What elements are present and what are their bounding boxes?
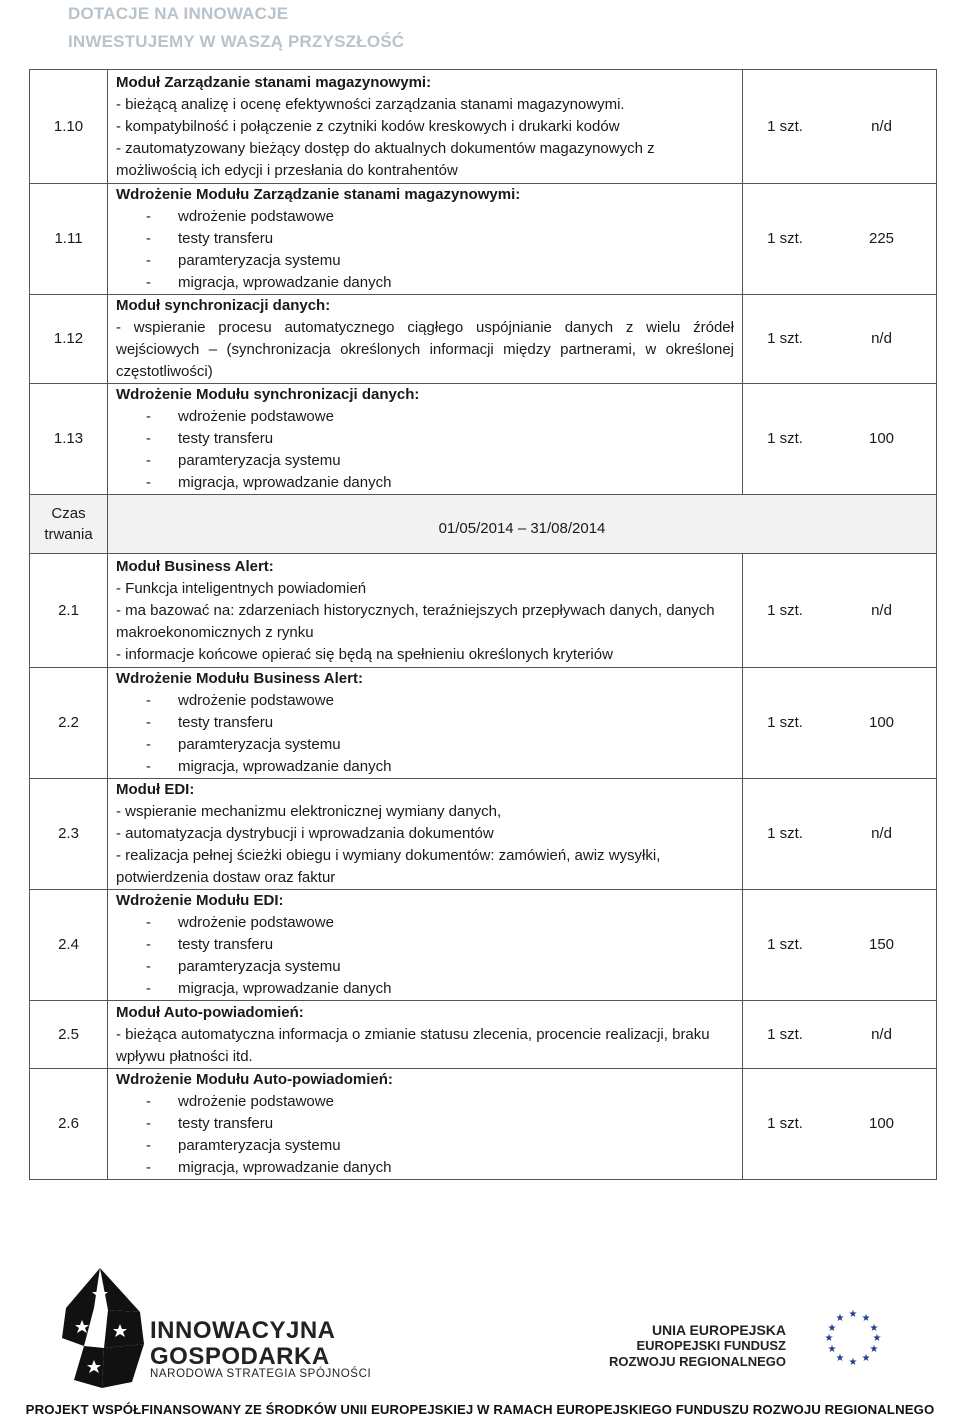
row-quantity: 1 szt. xyxy=(743,554,828,668)
row-price: 100 xyxy=(827,668,937,779)
svg-text:★: ★ xyxy=(835,1313,845,1324)
step-item: - paramteryzacja systemu xyxy=(146,252,341,269)
row-description xyxy=(108,779,743,890)
row-number: 1.10 xyxy=(30,70,108,184)
svg-text:★: ★ xyxy=(835,1353,845,1364)
svg-text:★: ★ xyxy=(869,1344,879,1355)
duration-value: 01/05/2014 – 31/08/2014 xyxy=(108,495,937,554)
table-row xyxy=(30,668,937,779)
row-description xyxy=(108,184,743,295)
row-title: Wdrożenie Modułu synchronizacji danych: xyxy=(116,386,420,403)
row-number: 2.2 xyxy=(30,668,108,779)
step-item: - migracja, wprowadzanie danych xyxy=(146,758,392,775)
row-quantity: 1 szt. xyxy=(743,668,828,779)
row-description xyxy=(108,1001,743,1069)
row-price: n/d xyxy=(827,295,937,384)
row-description xyxy=(108,384,743,495)
row-quantity: 1 szt. xyxy=(743,779,828,890)
step-item: - migracja, wprowadzanie danych xyxy=(146,1159,392,1176)
logo-text: UNIA EUROPEJSKA xyxy=(651,1322,786,1338)
row-title: Wdrożenie Modułu Zarządzanie stanami magazynowymi: xyxy=(116,186,521,203)
logo-subtitle: NARODOWA STRATEGIA SPÓJNOŚCI xyxy=(150,1368,372,1380)
svg-text:★: ★ xyxy=(824,1333,834,1344)
table-row xyxy=(30,890,937,1001)
header-line-1: DOTACJE NA INNOWACJE xyxy=(68,4,289,23)
svg-text:★: ★ xyxy=(861,1353,871,1364)
row-quantity: 1 szt. xyxy=(743,295,828,384)
row-title: Wdrożenie Modułu Business Alert: xyxy=(116,670,363,687)
row-title: Moduł Auto-powiadomień: xyxy=(116,1003,304,1021)
row-description xyxy=(108,890,743,1001)
svg-text:★: ★ xyxy=(872,1333,882,1344)
row-number: 1.13 xyxy=(30,384,108,495)
eu-flag-icon xyxy=(824,1308,882,1366)
row-price: 100 xyxy=(827,384,937,495)
table-row xyxy=(30,779,937,890)
step-item: - wdrożenie podstawowe xyxy=(146,914,334,931)
table-row xyxy=(30,384,937,495)
step-item: - paramteryzacja systemu xyxy=(146,736,341,753)
step-item: - testy transferu xyxy=(146,230,274,247)
row-line: - realizacja pełnej ścieżki obiegu i wymiany dokumentów: zamówień, awiz wysyłki, potwierdzenia dostaw oraz faktur xyxy=(116,847,661,886)
row-price: n/d xyxy=(827,1001,937,1069)
row-quantity: 1 szt. xyxy=(743,1001,828,1069)
eu-fund-wordmark xyxy=(600,1322,786,1370)
row-quantity: 1 szt. xyxy=(743,1069,828,1180)
row-line: - kompatybilność i połączenie z czytniki kodów kreskowych i drukarki kodów xyxy=(116,117,620,135)
step-item: - migracja, wprowadzanie danych xyxy=(146,474,392,491)
row-line: - ma bazować na: zdarzeniach historycznych, teraźniejszych przepływach danych, danych makroekonomicznych z rynku xyxy=(116,601,715,641)
row-line: - bieżącą analizę i ocenę efektywności zarządzania stanami magazynowymi. xyxy=(116,95,625,113)
row-description xyxy=(108,668,743,779)
row-title: Moduł EDI: xyxy=(116,781,195,798)
table-row xyxy=(30,295,937,384)
row-number: 2.3 xyxy=(30,779,108,890)
step-item: - migracja, wprowadzanie danych xyxy=(146,274,392,291)
svg-text:★: ★ xyxy=(848,1309,858,1320)
step-item: - paramteryzacja systemu xyxy=(146,452,341,469)
table-row xyxy=(30,1069,937,1180)
logo-text: GOSPODARKA xyxy=(150,1343,330,1370)
table-row xyxy=(30,184,937,295)
table-row xyxy=(30,70,937,184)
row-title: Moduł Business Alert: xyxy=(116,557,274,575)
step-item: - paramteryzacja systemu xyxy=(146,958,341,975)
row-line: - informacje końcowe opierać się będą na spełnieniu określonych kryteriów xyxy=(116,645,613,663)
step-item: - wdrożenie podstawowe xyxy=(146,208,334,225)
row-description xyxy=(108,1069,743,1180)
row-quantity: 1 szt. xyxy=(743,890,828,1001)
row-number: 2.5 xyxy=(30,1001,108,1069)
svg-text:★: ★ xyxy=(827,1323,837,1334)
row-title: Moduł Zarządzanie stanami magazynowymi: xyxy=(116,73,432,91)
row-description xyxy=(108,554,743,668)
step-item: - wdrożenie podstawowe xyxy=(146,1093,334,1110)
row-number: 1.12 xyxy=(30,295,108,384)
cofinancing-footer: PROJEKT WSPÓŁFINANSOWANY ZE ŚRODKÓW UNII EUROPEJSKIEJ W RAMACH EUROPEJSKIEGO FUNDUSZU ROZWOJU REGIONALNEGO xyxy=(25,1402,935,1417)
step-item: - testy transferu xyxy=(146,714,274,731)
table-row xyxy=(30,1001,937,1069)
duration-label: Czas trwania xyxy=(30,495,108,554)
header-line-2: INWESTUJEMY W WASZĄ PRZYSZŁOŚĆ xyxy=(68,32,405,51)
row-line: - wspieranie mechanizmu elektronicznej wymiany danych, xyxy=(116,803,502,820)
step-item: - testy transferu xyxy=(146,936,274,953)
row-title: Moduł synchronizacji danych: xyxy=(116,297,331,314)
row-description xyxy=(108,70,743,184)
specification-table xyxy=(29,69,937,1180)
svg-text:★: ★ xyxy=(869,1323,879,1334)
step-item: - paramteryzacja systemu xyxy=(146,1137,341,1154)
step-item: - wdrożenie podstawowe xyxy=(146,692,334,709)
row-price: 150 xyxy=(827,890,937,1001)
row-price: n/d xyxy=(827,554,937,668)
row-price: 100 xyxy=(827,1069,937,1180)
innovative-economy-logo xyxy=(60,1268,146,1388)
svg-text:★: ★ xyxy=(827,1344,837,1355)
logo-text: ROZWOJU REGIONALNEGO xyxy=(609,1354,786,1369)
step-item: - wdrożenie podstawowe xyxy=(146,408,334,425)
row-title: Wdrożenie Modułu EDI: xyxy=(116,892,284,909)
row-line: - zautomatyzowany bieżący dostęp do aktualnych dokumentów magazynowych z możliwością ich edycji i przesłania do kontrahentów xyxy=(116,139,655,179)
row-title: Wdrożenie Modułu Auto-powiadomień: xyxy=(116,1071,393,1088)
row-quantity: 1 szt. xyxy=(743,70,828,184)
row-line: - wspieranie procesu automatycznego ciągłego uspójnianie danych z wielu źródeł wejściowych – (synchronizacja określonych informacji między partnerami, w określonej częstotliwości) xyxy=(116,319,734,380)
step-item: - migracja, wprowadzanie danych xyxy=(146,980,392,997)
innovative-economy-wordmark xyxy=(150,1318,336,1370)
row-line: - automatyzacja dystrybucji i wprowadzania dokumentów xyxy=(116,825,494,842)
logo-text: EUROPEJSKI FUNDUSZ xyxy=(636,1338,786,1353)
step-item: - testy transferu xyxy=(146,430,274,447)
row-number: 1.11 xyxy=(30,184,108,295)
page-header xyxy=(68,0,404,56)
row-number: 2.1 xyxy=(30,554,108,668)
row-line: - bieżąca automatyczna informacja o zmianie statusu zlecenia, procencie realizacji, braku wpływu płatności itd. xyxy=(116,1025,710,1065)
duration-row xyxy=(30,495,937,554)
row-price: 225 xyxy=(827,184,937,295)
table-row xyxy=(30,554,937,668)
svg-text:★: ★ xyxy=(861,1313,871,1324)
row-price: n/d xyxy=(827,779,937,890)
row-description xyxy=(108,295,743,384)
row-quantity: 1 szt. xyxy=(743,184,828,295)
row-number: 2.4 xyxy=(30,890,108,1001)
svg-text:★: ★ xyxy=(848,1357,858,1366)
row-quantity: 1 szt. xyxy=(743,384,828,495)
row-price: n/d xyxy=(827,70,937,184)
logo-text: INNOWACYJNA xyxy=(150,1317,336,1344)
step-item: - testy transferu xyxy=(146,1115,274,1132)
row-number: 2.6 xyxy=(30,1069,108,1180)
row-line: - Funkcja inteligentnych powiadomień xyxy=(116,579,367,597)
